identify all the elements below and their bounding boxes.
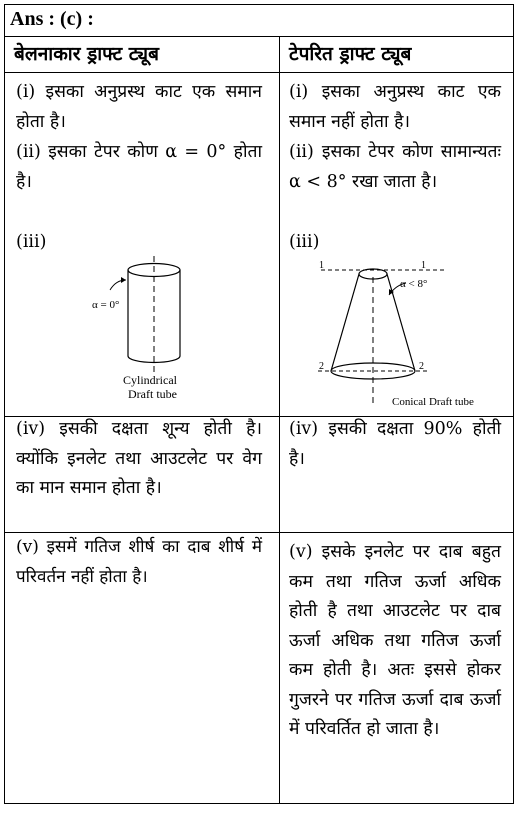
- section-2-left: 2: [319, 361, 324, 372]
- section-1-right: 1: [421, 260, 426, 271]
- section-2-right: 2: [419, 361, 424, 372]
- left-point-5: (v) इसमें गतिज शीर्ष का दाब शीर्ष में परिवर्तन नहीं होता है।: [16, 537, 262, 587]
- cylindrical-draft-tube-figure: [80, 250, 210, 414]
- left-point-1: (i) इसका अनुप्रस्थ काट एक समान होता है।: [16, 82, 262, 132]
- header-cylindrical: बेलनाकार ड्राफ्ट ट्यूब: [14, 43, 159, 65]
- conical-caption: Conical Draft tube: [392, 396, 474, 408]
- right-row-divider-iv: [279, 532, 514, 533]
- answer-label: Ans : (c) :: [4, 4, 514, 37]
- left-point-3: (iii): [16, 232, 47, 252]
- right-point-5: (v) इसके इनलेट पर दाब बहुत कम तथा गतिज ऊर्जा अधिक होती है तथा आउटलेट पर दाब ऊर्जा अधिक तथा गतिज ऊर्जा कम होती है। अतः इससे होकर गुजरने पर गतिज ऊर्जा दाब ऊर्जा में परिवर्तित हो जाता है।: [289, 542, 501, 739]
- cylindrical-caption-line2: Draft tube: [128, 387, 177, 401]
- left-point-2: (ii) इसका टेपर कोण α = 0° होता है।: [16, 142, 262, 192]
- right-point-3: (iii): [289, 232, 320, 252]
- conical-draft-tube-figure: [296, 255, 496, 419]
- alpha-zero-label: α = 0°: [92, 299, 120, 311]
- right-point-4: (iv) इसकी दक्षता 90% होती है।: [289, 419, 501, 469]
- right-point-1: (i) इसका अनुप्रस्थ काट एक समान नहीं होता है।: [289, 82, 501, 132]
- column-divider: [279, 37, 280, 804]
- section-1-left: 1: [319, 260, 324, 271]
- header-divider: [4, 72, 514, 73]
- right-point-2: (ii) इसका टेपर कोण सामान्यतः α < 8° रखा जाता है।: [289, 142, 501, 192]
- alpha-less-8-label: α < 8°: [400, 278, 428, 290]
- header-tapered: टेपरित ड्राफ्ट ट्यूब: [289, 43, 412, 65]
- left-point-4: (iv) इसकी दक्षता शून्य होती है। क्योंकि इनलेट तथा आउटलेट पर वेग का मान समान होता है।: [16, 419, 262, 498]
- cylindrical-caption-line1: Cylindrical: [123, 373, 177, 387]
